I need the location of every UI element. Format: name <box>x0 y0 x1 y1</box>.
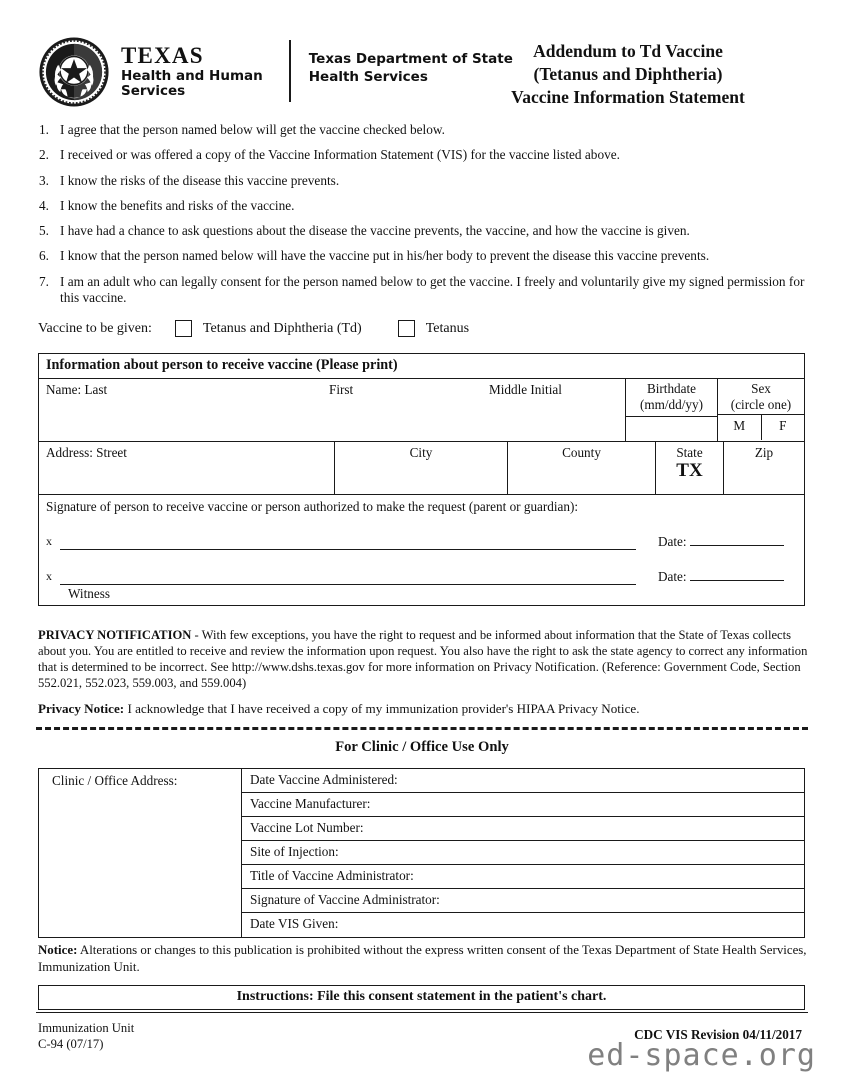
privacy-notice-heading: Privacy Notice: <box>38 700 125 716</box>
birthdate-format: (mm/dd/yy) <box>639 396 703 412</box>
signature-input-primary[interactable] <box>60 536 636 550</box>
footer-form-number: C-94 (07/17) <box>38 1037 104 1052</box>
witness-x-mark: x <box>46 569 52 583</box>
agreement-list <box>36 122 808 316</box>
instructions-box: Instructions: File this consent statement in the patient's chart. <box>38 985 805 1010</box>
list-item-number: 1. <box>39 122 49 137</box>
texas-state-seal-icon <box>38 36 110 108</box>
clinic-row-administrator-signature[interactable]: Signature of Vaccine Administrator: <box>242 889 804 913</box>
clinic-row-administrator-title[interactable]: Title of Vaccine Administrator: <box>242 865 804 889</box>
checkbox-tetanus-label: Tetanus <box>425 320 470 336</box>
address-city-cell[interactable]: City <box>334 442 507 494</box>
page-title-line1: Addendum to Td Vaccine <box>533 41 723 61</box>
name-middle-initial-label: Middle Initial <box>489 382 562 397</box>
list-item-number: 6. <box>39 248 49 264</box>
department-name-line1: Texas Department of State <box>308 51 513 67</box>
list-item-number: 5. <box>39 223 49 238</box>
list-item-text: I know that the person named below will have the vaccine put in his/her body to prevent the disease this vaccine prevents. <box>60 248 710 264</box>
alteration-notice <box>38 942 808 976</box>
sex-cell <box>717 379 804 441</box>
table-row-address <box>39 442 804 495</box>
header-divider <box>289 40 291 102</box>
checkbox-tetanus-diphtheria[interactable] <box>175 320 192 337</box>
signature-date-input-witness[interactable] <box>690 568 784 581</box>
clinic-row-site-of-injection[interactable]: Site of Injection: <box>242 841 804 865</box>
agency-name-line3: Services <box>121 82 186 99</box>
birthdate-cell[interactable] <box>625 379 717 441</box>
list-item-text: I know the benefits and risks of the vaccine. <box>60 197 295 213</box>
signature-heading: Signature of person to receive vaccine or person authorized to make the request (parent or guardian): <box>46 499 579 514</box>
address-state-cell[interactable] <box>655 442 723 494</box>
recipient-info-table <box>38 353 805 606</box>
checkbox-tetanus-diphtheria-label: Tetanus and Diphtheria (Td) <box>202 320 362 336</box>
watermark: ed-space.org <box>587 1038 816 1073</box>
list-item-number: 2. <box>39 147 49 163</box>
sex-header <box>718 379 804 415</box>
address-street-cell[interactable]: Address: Street <box>46 445 127 460</box>
clinic-row-lot-number[interactable]: Vaccine Lot Number: <box>242 817 804 841</box>
privacy-notice-paragraph <box>38 701 808 718</box>
name-last-label: Name: Last <box>46 382 108 397</box>
birthdate-label: Birthdate <box>646 381 697 396</box>
signature-line-primary <box>46 533 797 550</box>
department-name-line2: Health Services <box>308 69 428 86</box>
signature-line-witness <box>46 568 797 585</box>
clinic-row-date-vis-given[interactable]: Date VIS Given: <box>250 916 339 931</box>
list-item <box>36 173 808 190</box>
page-title <box>448 40 808 109</box>
footer-unit: Immunization Unit <box>38 1021 135 1035</box>
privacy-section <box>38 628 808 717</box>
vaccine-selection-row <box>38 320 505 337</box>
name-cell[interactable] <box>39 379 625 441</box>
list-item <box>36 147 808 164</box>
vaccine-selection-label: Vaccine to be given: <box>38 320 152 336</box>
sex-options <box>718 415 804 440</box>
agency-name <box>121 44 263 99</box>
list-item <box>36 274 808 308</box>
address-state-value: TX <box>676 460 703 481</box>
signature-date-input-primary[interactable] <box>690 533 784 546</box>
list-item-number: 3. <box>39 172 49 188</box>
sex-option-male[interactable]: M <box>718 415 762 440</box>
checkbox-tetanus[interactable] <box>398 320 415 337</box>
cut-here-separator <box>36 727 808 730</box>
clinic-use-table <box>38 768 805 938</box>
witness-label: Witness <box>68 586 110 601</box>
clinic-row-manufacturer[interactable]: Vaccine Manufacturer: <box>242 793 804 817</box>
privacy-notice-body: I acknowledge that I have received a copy of my immunization provider's HIPAA Privacy Notice. <box>124 700 640 716</box>
witness-date-label: Date: <box>658 569 687 584</box>
agency-brand <box>38 34 263 108</box>
signature-date-primary <box>658 533 784 550</box>
signature-date-label: Date: <box>658 534 687 549</box>
footer-divider <box>36 1012 808 1013</box>
list-item <box>36 223 808 240</box>
list-item <box>36 122 808 139</box>
name-first-label: First <box>329 382 354 397</box>
privacy-notification-paragraph <box>38 628 808 692</box>
list-item-text: I am an adult who can legally consent for the person named below to get the vaccine. I freely and voluntarily give my signed permission for this vaccine. <box>60 273 805 306</box>
privacy-notification-body: - With few exceptions, you have the right to request and be informed about information that the State of Texas collects about you. You are entitled to receive and review the information upon request. You also have the right to ask the state agency to correct any information that is determined to be incorrect. See http://www.dshs.texas.gov for more information on Privacy Notification. (Reference: Government Code, Section 552.021, 552.023, 559.003, and 559.004) <box>38 628 808 690</box>
sex-option-female[interactable]: F <box>779 418 787 433</box>
clinic-address-cell[interactable] <box>39 769 242 937</box>
list-item <box>36 198 808 215</box>
footer-revision: CDC VIS Revision 04/11/2017 <box>634 1027 802 1042</box>
clinic-section-title: For Clinic / Office Use Only <box>335 739 509 755</box>
clinic-row-date-administered[interactable]: Date Vaccine Administered: <box>242 769 804 793</box>
sex-instruction: (circle one) <box>730 396 792 412</box>
list-item <box>36 248 808 265</box>
page-title-line2: (Tetanus and Diphtheria) <box>533 64 723 85</box>
address-state-label: State <box>676 445 703 460</box>
clinic-address-label: Clinic / Office Address: <box>52 773 178 788</box>
recipient-info-table-title: Information about person to receive vaccine (Please print) <box>39 354 804 379</box>
agency-name-line1: TEXAS <box>121 42 204 68</box>
page-title-line3: Vaccine Information Statement <box>511 87 745 108</box>
list-item-number: 7. <box>39 273 49 289</box>
signature-date-witness <box>658 568 784 585</box>
signature-block <box>39 495 804 605</box>
sex-label: Sex <box>751 381 771 396</box>
list-item-text: I received or was offered a copy of the Vaccine Information Statement (VIS) for the vaccine listed above. <box>60 147 620 163</box>
alteration-notice-heading: Notice: <box>38 943 78 957</box>
address-zip-cell[interactable]: Zip <box>723 442 804 494</box>
agency-name-line2: Health and Human <box>121 68 263 85</box>
birthdate-header <box>626 381 717 417</box>
privacy-notification-heading: PRIVACY NOTIFICATION <box>38 628 192 642</box>
signature-input-witness[interactable] <box>60 571 636 585</box>
table-row-name <box>39 379 804 442</box>
footer-left <box>38 1020 134 1053</box>
list-item-text: I agree that the person named below will get the vaccine checked below. <box>60 122 445 137</box>
list-item-text: I have had a chance to ask questions about the disease the vaccine prevents, the vaccine, and how the vaccine is given. <box>60 223 690 238</box>
signature-x-mark: x <box>46 534 52 548</box>
clinic-fields <box>242 769 804 937</box>
address-county-cell[interactable]: County <box>507 442 655 494</box>
list-item-number: 4. <box>39 197 49 213</box>
list-item-text: I know the risks of the disease this vaccine prevents. <box>60 172 340 188</box>
alteration-notice-body: Alterations or changes to this publication is prohibited without the express written consent of the Texas Department of State Health Services, Immunization Unit. <box>38 943 807 974</box>
